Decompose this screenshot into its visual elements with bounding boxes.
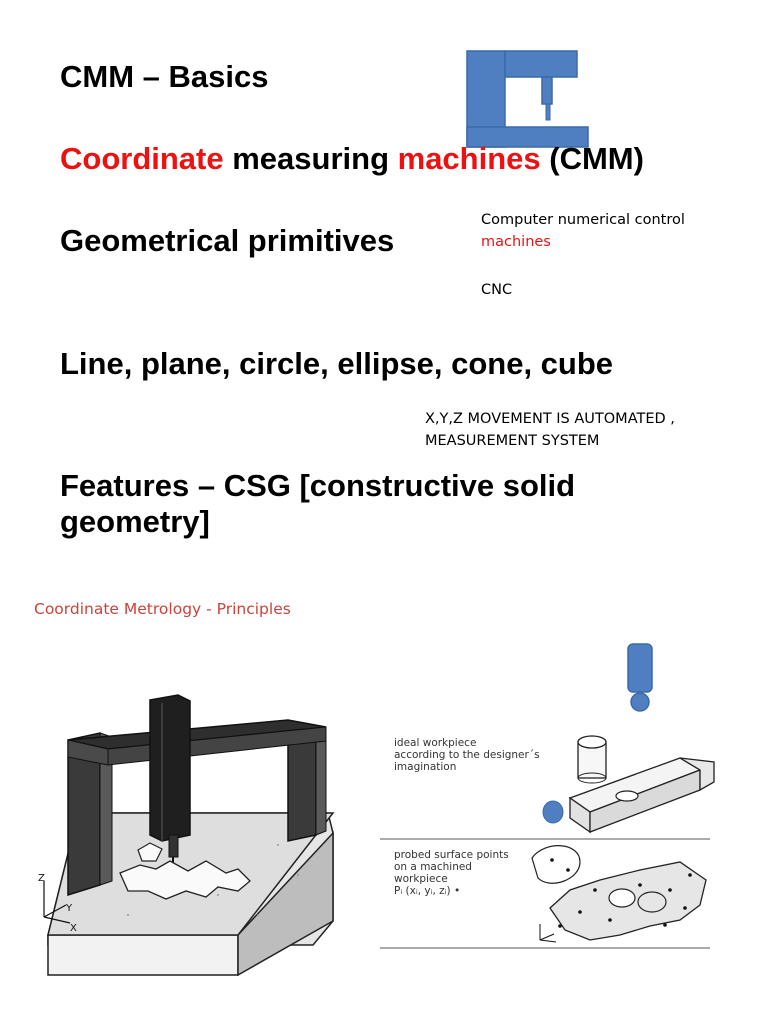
probed-points-label	[394, 849, 509, 897]
features-csg	[60, 469, 575, 539]
workpiece-diagram	[380, 730, 720, 960]
probe-icon	[624, 641, 658, 715]
probed-label-line2: on a machined	[394, 861, 472, 873]
axis-y-label: Y	[66, 903, 73, 914]
movement-note-line2: MEASUREMENT SYSTEM	[425, 433, 600, 449]
axis-x-label: X	[70, 923, 77, 934]
figure-heading: Coordinate Metrology - Principles	[34, 600, 291, 618]
movement-note-line1: X,Y,Z MOVEMENT IS AUTOMATED ,	[425, 411, 675, 427]
primitives-list: Line, plane, circle, ellipse, cone, cube	[60, 346, 614, 381]
word-cmm: (CMM)	[540, 141, 644, 176]
cmm-bridge-drawing	[38, 685, 343, 977]
cmm-definition	[60, 142, 644, 176]
cnc-note-line1: Computer numerical control	[481, 212, 685, 228]
cmm-machine-icon	[460, 48, 590, 150]
cnc-abbrev: CNC	[481, 282, 513, 298]
word-coordinate: Coordinate	[60, 141, 224, 176]
geometrical-primitives-heading: Geometrical primitives	[60, 223, 395, 258]
features-line2: geometry]	[60, 504, 210, 539]
ideal-label-line3: imagination	[394, 761, 457, 773]
ideal-label-line2: according to the designer´s	[394, 749, 540, 761]
probed-label-line4: Pᵢ (xᵢ, yᵢ, zᵢ) •	[394, 885, 461, 897]
probed-label-line3: workpiece	[394, 873, 448, 885]
cnc-note-line2: machines	[481, 234, 551, 250]
cnc-note	[481, 209, 685, 253]
axis-z-label: Z	[38, 873, 45, 884]
probed-label-line1: probed surface points	[394, 849, 509, 861]
word-measuring: measuring	[223, 141, 398, 176]
slide-title: CMM – Basics	[60, 59, 269, 94]
features-line1: Features – CSG [constructive solid	[60, 468, 576, 503]
word-machines: machines	[397, 141, 541, 176]
ideal-label-line1: ideal workpiece	[394, 737, 477, 749]
movement-note	[425, 408, 675, 452]
